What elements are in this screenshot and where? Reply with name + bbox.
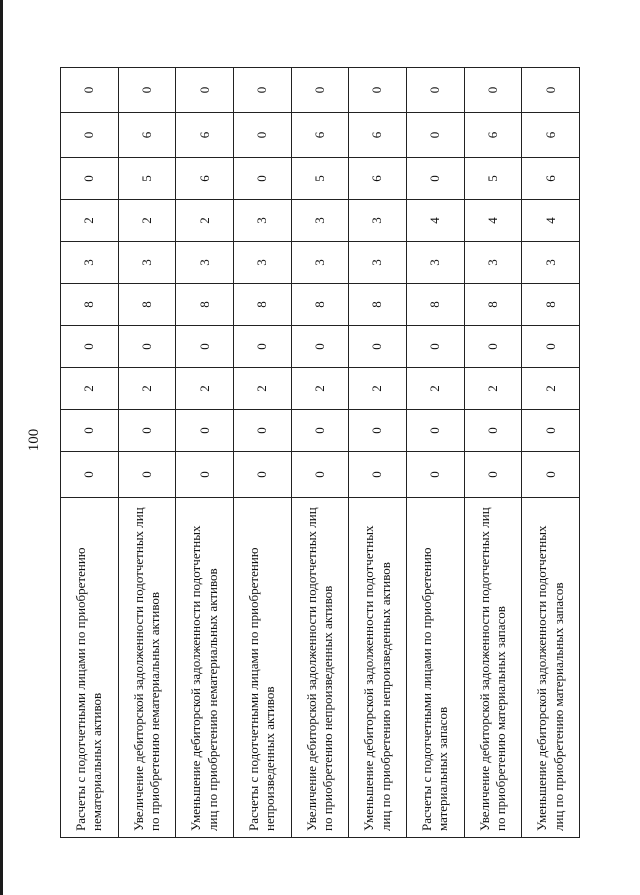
code-digit-cell: 0 (233, 158, 291, 200)
row-description: Увеличение дебиторской задолженности подотчетных лиц по приобретению нематериальных активов (118, 498, 176, 838)
code-digit-cell: 3 (349, 242, 407, 284)
code-digit-cell: 2 (406, 368, 464, 410)
code-digit-cell: 0 (233, 68, 291, 113)
rotated-table-container (60, 68, 580, 838)
code-digit-cell: 0 (233, 452, 291, 498)
code-digit-cell: 0 (61, 326, 119, 368)
code-digit-cell: 0 (118, 410, 176, 452)
code-digit-cell: 6 (176, 113, 234, 158)
table-row (349, 68, 407, 838)
code-digit-cell: 3 (406, 242, 464, 284)
code-digit-cell: 8 (522, 284, 580, 326)
code-digit-cell: 2 (233, 368, 291, 410)
code-digit-cell: 6 (522, 158, 580, 200)
row-description: Уменьшение дебиторской задолженности подотчетных лиц по приобретению непроизведенных активов (349, 498, 407, 838)
code-digit-cell: 0 (406, 68, 464, 113)
code-digit-cell: 8 (176, 284, 234, 326)
row-description: Расчеты с подотчетными лицами по приобретению материальных запасов (406, 498, 464, 838)
row-description: Расчеты с подотчетными лицами по приобретению нематериальных активов (61, 498, 119, 838)
code-digit-cell: 0 (522, 68, 580, 113)
row-description: Увеличение дебиторской задолженности подотчетных лиц по приобретению непроизведенных активов (291, 498, 349, 838)
code-digit-cell: 0 (349, 326, 407, 368)
code-digit-cell: 0 (233, 410, 291, 452)
code-digit-cell: 0 (176, 68, 234, 113)
code-digit-cell: 3 (176, 242, 234, 284)
code-digit-cell: 0 (464, 410, 522, 452)
row-description: Уменьшение дебиторской задолженности подотчетных лиц по приобретению материальных запасов (522, 498, 580, 838)
code-digit-cell: 0 (406, 113, 464, 158)
code-digit-cell: 0 (176, 326, 234, 368)
code-digit-cell: 2 (176, 368, 234, 410)
code-digit-cell: 8 (406, 284, 464, 326)
code-digit-cell: 0 (291, 326, 349, 368)
table-row (233, 68, 291, 838)
code-digit-cell: 0 (406, 326, 464, 368)
account-codes-table (60, 67, 580, 838)
page-number: 100 (25, 428, 42, 452)
code-digit-cell: 2 (464, 368, 522, 410)
code-digit-cell: 8 (349, 284, 407, 326)
code-digit-cell: 8 (464, 284, 522, 326)
code-digit-cell: 0 (349, 68, 407, 113)
code-digit-cell: 2 (118, 368, 176, 410)
code-digit-cell: 0 (61, 113, 119, 158)
code-digit-cell: 0 (349, 410, 407, 452)
code-digit-cell: 2 (291, 368, 349, 410)
code-digit-cell: 0 (522, 452, 580, 498)
code-digit-cell: 6 (118, 113, 176, 158)
code-digit-cell: 0 (406, 452, 464, 498)
code-digit-cell: 3 (233, 200, 291, 242)
code-digit-cell: 0 (291, 410, 349, 452)
code-digit-cell: 0 (61, 158, 119, 200)
code-digit-cell: 0 (406, 410, 464, 452)
code-digit-cell: 8 (233, 284, 291, 326)
code-digit-cell: 3 (118, 242, 176, 284)
code-digit-cell: 0 (406, 158, 464, 200)
code-digit-cell: 4 (522, 200, 580, 242)
code-digit-cell: 4 (464, 200, 522, 242)
code-digit-cell: 0 (349, 452, 407, 498)
code-digit-cell: 0 (118, 68, 176, 113)
code-digit-cell: 0 (464, 68, 522, 113)
code-digit-cell: 6 (176, 158, 234, 200)
code-digit-cell: 3 (291, 242, 349, 284)
table-row (118, 68, 176, 838)
code-digit-cell: 6 (349, 158, 407, 200)
code-digit-cell: 0 (522, 326, 580, 368)
row-description: Уменьшение дебиторской задолженности подотчетных лиц по приобретению нематериальных активов (176, 498, 234, 838)
code-digit-cell: 3 (522, 242, 580, 284)
code-digit-cell: 2 (349, 368, 407, 410)
code-digit-cell: 0 (464, 326, 522, 368)
code-digit-cell: 0 (61, 452, 119, 498)
code-digit-cell: 0 (118, 326, 176, 368)
code-digit-cell: 2 (176, 200, 234, 242)
code-digit-cell: 2 (118, 200, 176, 242)
code-digit-cell: 0 (291, 68, 349, 113)
row-description: Увеличение дебиторской задолженности подотчетных лиц по приобретению материальных запасов (464, 498, 522, 838)
code-digit-cell: 8 (291, 284, 349, 326)
table-row (464, 68, 522, 838)
table-body (61, 68, 580, 838)
row-description: Расчеты с подотчетными лицами по приобретению непроизведенных активов (233, 498, 291, 838)
code-digit-cell: 5 (464, 158, 522, 200)
code-digit-cell: 6 (522, 113, 580, 158)
code-digit-cell: 0 (176, 452, 234, 498)
code-digit-cell: 0 (464, 452, 522, 498)
code-digit-cell: 0 (61, 68, 119, 113)
code-digit-cell: 3 (233, 242, 291, 284)
code-digit-cell: 6 (464, 113, 522, 158)
table-row (522, 68, 580, 838)
table-row (176, 68, 234, 838)
code-digit-cell: 5 (118, 158, 176, 200)
code-digit-cell: 0 (176, 410, 234, 452)
code-digit-cell: 8 (118, 284, 176, 326)
code-digit-cell: 2 (61, 368, 119, 410)
code-digit-cell: 0 (522, 410, 580, 452)
table-row (291, 68, 349, 838)
code-digit-cell: 3 (291, 200, 349, 242)
code-digit-cell: 0 (61, 410, 119, 452)
code-digit-cell: 0 (233, 113, 291, 158)
code-digit-cell: 2 (522, 368, 580, 410)
code-digit-cell: 6 (349, 113, 407, 158)
code-digit-cell: 3 (349, 200, 407, 242)
code-digit-cell: 5 (291, 158, 349, 200)
code-digit-cell: 6 (291, 113, 349, 158)
code-digit-cell: 3 (464, 242, 522, 284)
code-digit-cell: 3 (61, 242, 119, 284)
code-digit-cell: 2 (61, 200, 119, 242)
code-digit-cell: 8 (61, 284, 119, 326)
code-digit-cell: 0 (118, 452, 176, 498)
code-digit-cell: 4 (406, 200, 464, 242)
table-row (61, 68, 119, 838)
code-digit-cell: 0 (233, 326, 291, 368)
code-digit-cell: 0 (291, 452, 349, 498)
table-row (406, 68, 464, 838)
